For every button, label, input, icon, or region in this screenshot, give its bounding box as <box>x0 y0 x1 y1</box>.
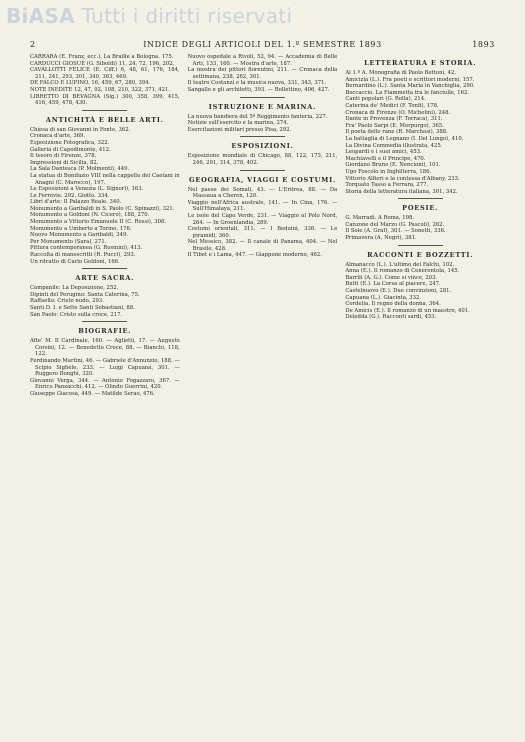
index-entry: Cronaca di Firenze (O. Michelini), 248. <box>345 109 451 116</box>
index-entry: Sangallo e gli architetti, 393. — Bollettino, 406, 427. <box>187 86 330 93</box>
index-entry: Esposizione Fotografica, 322. <box>30 139 110 146</box>
section-heading: BIOGRAFIE. <box>78 327 132 336</box>
index-entry: CARRARA (E. Franz, ecc.). La Braille a Bologna. 175. <box>30 54 174 60</box>
index-entry: Nel paese dei Somali, 43. — L'Eritrea, 88. — Da Massaua a Cheren, 120. <box>187 186 338 200</box>
index-entry: Raccolta di manoscritti (R. Pucci), 293. <box>30 252 136 259</box>
index-entry: La Sala Dantesca (P. Molmenti), 449. <box>30 166 130 173</box>
section-heading: ESPOSIZIONI. <box>231 142 294 151</box>
index-entry: Monumento a Umberto a Torino, 176. <box>30 225 132 232</box>
section-divider <box>82 268 127 269</box>
index-entry: G. Marradi. A Roma, 198. <box>345 215 415 222</box>
index-entry: LIBRETTO DI BEVAGNA (Sig.) 300, 358, 399, 415, 416, 459, 478, 430. <box>30 93 180 107</box>
section-heading: ANTICHITÀ E BELLE ARTI. <box>45 115 164 124</box>
index-entry: Boccaccio. La Fiammetta tra le fanciulle, 162. <box>345 89 470 96</box>
index-column <box>188 54 338 724</box>
index-entry: Le Esposizioni a Venezia (L. Signori), 163. <box>30 186 144 193</box>
index-entry: Santi D. I. e Sette Santi Sebastiani, 88. <box>30 305 135 311</box>
section-divider <box>82 110 127 111</box>
index-entry: Barrili (A. G.). Come si vince, 203. <box>345 274 438 281</box>
index-entry: Ugo Foscolo in Inghilterra, 186. <box>345 168 432 175</box>
index-entry: Monumento a Vittorio Emanuele II (C. Rossi), 308. <box>30 219 167 226</box>
index-column <box>345 54 495 724</box>
index-entry: Vittorio Alfieri e la contessa d'Albany, 233. <box>345 175 460 182</box>
index-entry: Fra' Paolo Sarpi (E. Morpurgo), 365. <box>345 122 444 129</box>
index-entry: Viaggio nell'Africa australe, 141. — In Cina, 176. — Sull'Himalaya, 211. <box>187 199 338 213</box>
page-number: 2 <box>30 40 36 49</box>
index-entry: Afte' M. Il Cardinale, 160. — Aglietti, 17. — Augusto Corsini, 12. — Benedetto Croce, 88. — Bianchi, 118, 122. <box>30 338 180 358</box>
index-entry: La mostra dei pittori fiorentini, 211. — Cronaca della settimana, 238, 262, 301. <box>187 67 338 80</box>
index-entry: Galleria di Capodimonte, 412. <box>30 146 111 153</box>
section-divider <box>240 170 285 171</box>
index-entry: Cordelia. Il regno della donna, 364. <box>345 301 441 308</box>
index-entry: Monumento a Goldoni (N. Cicero), 188, 270. <box>30 212 150 219</box>
index-entry: Torquato Tasso a Ferrara, 277. <box>345 182 429 189</box>
index-entry: Il tesoro di Firenze, 378. <box>30 153 97 160</box>
index-entry: Castelnuovo (E.). Due convinzioni, 281. <box>345 288 452 295</box>
index-entry: Il Tibet e i Lama, 447. — Giappone moderno, 462. <box>187 252 322 259</box>
index-entry: Costumi orientali, 311. — I Beduini, 336. — Le piramidi, 360. <box>187 226 338 239</box>
index-entry: Canzone del Marzo (G. Pascoli), 262. <box>345 221 445 228</box>
index-entry: Le isole del Capo Verde, 231. — Viaggio al Polo Nord, 264. — In Groenlandia, 289. <box>187 212 338 226</box>
index-entry: NOTE INEDITE 12, 47, 92, 108, 210, 322, 371, 421. <box>30 86 171 93</box>
index-entry: Nuovo ospedale a Rivoli, 52, 94. — Accademia di Belle Arti, 133, 160. — Mostra d'arte, 187. <box>187 54 338 67</box>
index-entry: Ferdinando Martini, 46. — Gabriele d'Annunzio, 188. — Scipio Sighele, 233. — Luigi Capuana, 301. — Ruggero Bonghi, 320. <box>30 357 180 378</box>
index-entry: Machiavelli e il Principe, 470. <box>345 155 426 162</box>
index-entry: Capuana (L.). Giacinta, 332. <box>345 294 422 301</box>
page-year: 1893 <box>472 40 495 49</box>
section-divider <box>240 136 285 137</box>
index-entry: Esercitazioni militari presso Pisa, 292. <box>187 126 292 133</box>
index-entry: Al 1.º A. Monografia di Paolo Bettoni, 42. <box>345 70 457 76</box>
section-divider <box>398 245 443 246</box>
index-entry: DE FALCO E LUPINO. 16, 459, 67, 280, 394. <box>30 80 151 87</box>
index-entry: Anna (E.). Il romanzo di Cenerentola, 145. <box>345 268 460 275</box>
section-heading: RACCONTI E BOZZETTI. <box>367 250 474 259</box>
watermark-text: Tutti i diritti riservati <box>81 4 293 28</box>
index-entry: Notizie sull'esercito e la marina, 274. <box>187 120 289 127</box>
page-title: INDICE DEGLI ARTICOLI DEL 1.º SEMESTRE 1893 <box>143 40 382 49</box>
index-entry: Cronaca d'arte, 369. <box>30 133 86 140</box>
index-entry: Il teatro Costanzi e la musica nuova, 331, 343, 371. <box>187 80 327 87</box>
index-entry: Bernardino (L.). Santa Maria in Vanchiglia, 290. <box>345 83 475 90</box>
index-entry: La statua di Bonifazio VIII nella cappella dei Caetani in Anagni (C. Marocco), 197. <box>30 172 180 186</box>
index-entry: Monumento a Garibaldi in S. Paolo (C. Spinazzi), 321. <box>30 205 175 212</box>
index-entry: Storia della letteratura italiana, 301, 342. <box>345 188 458 195</box>
index-entry: Almanacco (L.). L'ultimo dei Falchi, 102. <box>345 261 455 268</box>
index-column <box>30 54 180 724</box>
index-entry: La Divina Commedia illustrata, 425. <box>345 142 443 149</box>
index-entry: Deledda (G.). Racconti sardi, 453. <box>345 314 437 321</box>
index-entry: Libri d'arte: Il Palazzo Reale. 340. <box>30 199 122 206</box>
index-entry: Esposizione mondiale di Chicago, 88, 122, 173, 211, 246, 291, 314, 378, 402. <box>187 153 338 166</box>
index-entry: De Amicis (E.). Il romanzo di un maestro, 401. <box>345 307 470 314</box>
section-heading: ARTE SACRA. <box>75 274 135 283</box>
index-entry: Caterina de' Medici (F. Tonfi), 178. <box>345 102 439 109</box>
index-entry: Campanile: La Deposizione, 252. <box>30 285 119 292</box>
index-entry: Leopardi e i suoi amici, 453. <box>345 149 422 156</box>
index-entry: Raffaello: Cristo nudo, 293. <box>30 298 104 305</box>
index-entry: Dipinti del Perugino: Santa Caterina, 75. <box>30 291 140 298</box>
section-divider <box>398 198 443 199</box>
section-divider <box>82 321 127 322</box>
index-entry: Per Monumento (Sara), 271. <box>30 238 107 245</box>
index-entry: San Paolo: Cristo sulla croce, 217. <box>30 311 123 318</box>
section-heading: GEOGRAFIA, VIAGGI E COSTUMI. <box>188 175 337 184</box>
index-entry: Impressioni di Sicilia, 82. <box>30 159 99 166</box>
index-entry: Nuovo Monumento a Garibaldi, 349. <box>30 232 129 239</box>
section-heading: LETTERATURA E STORIA. <box>364 59 477 67</box>
index-entry: Dante in Provenza (F. Torraca), 311. <box>345 116 443 123</box>
index-entry: Il poeta delle rane (R. Marchesi), 388. <box>345 129 448 136</box>
watermark-logo: BiASA <box>6 4 75 28</box>
section-divider <box>240 97 285 98</box>
index-entry: Nel Messico, 382. — Il canale di Panama, 404. — Nel Brasile, 428. <box>187 239 338 252</box>
index-entry: Chiesa di san Giovanni in Fonte, 362. <box>30 126 131 133</box>
index-entry: Giovanni Verga, 344. — Antonio Fogazzaro, 367. — Enrico Panzacchi, 412. — Olindo Guerrini, 420. <box>30 377 180 391</box>
watermark <box>6 4 292 28</box>
index-columns <box>30 54 495 724</box>
section-heading: ISTRUZIONE E MARINA. <box>208 102 317 111</box>
page-header <box>0 40 525 49</box>
index-entry: Un ritratto di Carlo Goldoni, 166. <box>30 258 120 265</box>
index-entry: Giuseppe Giacosa, 449. — Matilde Serao, 476. <box>30 390 155 397</box>
index-entry: CARDUCCI GIOSUÈ (G. Siboldi) 11, 24, 72, 196, 202. <box>30 60 175 67</box>
index-entry: Pittura contemporanea (G. Rosmini), 413. <box>30 245 143 252</box>
index-entry: Il Sole (A. Graf), 301. — Sonetti, 336. <box>345 228 446 235</box>
index-entry: Butti (E.). La Corsa al piacere, 247. <box>345 281 441 288</box>
index-entry: Canti popolari (G. Rolla), 214. <box>345 96 426 103</box>
index-entry: La battaglia di Legnano (I. Del Lungo), 410. <box>345 135 464 142</box>
index-entry: Primavera (A. Negri), 381. <box>345 235 417 242</box>
index-entry: Le Ferrovie. 292. Giotto. 334. <box>30 192 110 199</box>
section-heading: POESIE. <box>402 204 439 213</box>
index-entry: La nuova bandiera del 5º Reggimento fanteria, 227. <box>187 113 328 120</box>
index-entry: Giordano Bruno (E. Nencioni), 101. <box>345 162 441 169</box>
index-entry: Amicizia (L.). Fra poeti e scrittori moderni, 157. <box>345 76 475 83</box>
index-entry: CAVALLOTTI FELICE (E. Ciff.) 6, 48, 61, 176, 184, 211, 241, 293, 301, 340, 363, 469. <box>30 67 180 80</box>
